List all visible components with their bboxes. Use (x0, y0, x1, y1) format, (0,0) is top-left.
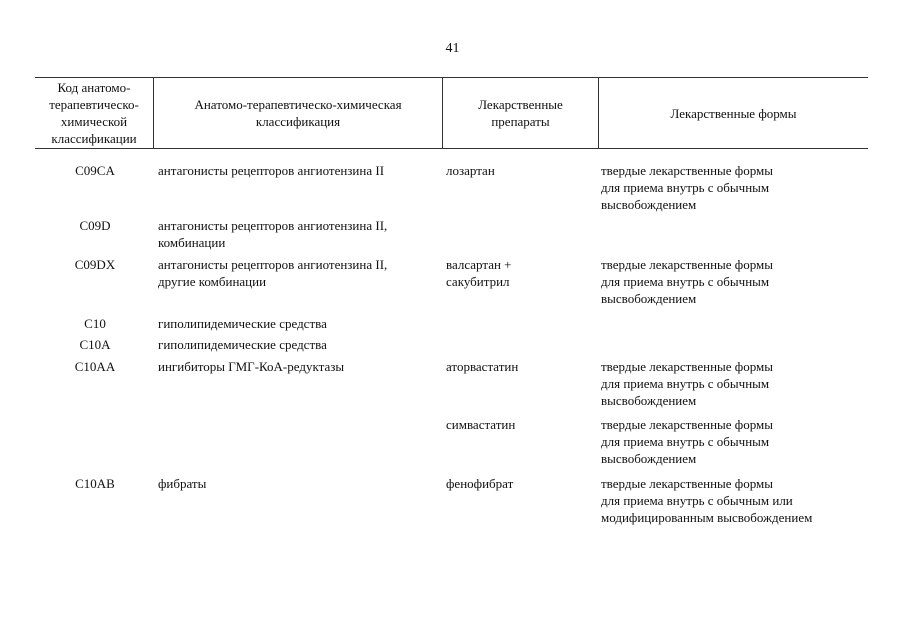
row-drug: симвастатин (446, 417, 516, 432)
row-code: C09CA (75, 163, 115, 178)
row-code: C10 (84, 316, 106, 331)
row-form: твердые лекарственные формы для приема внутрь с обычным высвобождением (601, 257, 773, 306)
row-drug: аторвастатин (446, 359, 519, 374)
row-form: твердые лекарственные формы для приема внутрь с обычным высвобождением (601, 359, 773, 408)
row-code: C09DX (74, 257, 116, 272)
row-drug: фенофибрат (446, 476, 514, 491)
row-form: твердые лекарственные формы для приема внутрь с обычным высвобождением (601, 417, 773, 466)
header-code: Код анатомо- терапевтическо- химической классификации (49, 80, 139, 146)
row-classification: ингибиторы ГМГ-КоА-редуктазы (158, 359, 345, 374)
row-code: C10AB (75, 476, 115, 491)
row-drug: лозартан (446, 163, 495, 178)
header-drugs: Лекарственные препараты (478, 97, 563, 129)
header-forms: Лекарственные формы (670, 105, 797, 121)
row-classification: антагонисты рецепторов ангиотензина II, другие комбинации (158, 257, 388, 289)
row-classification: антагонисты рецепторов ангиотензина II (158, 163, 385, 178)
table-header-bottom-rule (35, 148, 868, 149)
header-classification: Анатомо-терапевтическо-химическая классификация (194, 97, 402, 129)
row-code: C09D (79, 218, 111, 233)
page-number: 41 (445, 41, 460, 56)
row-drug: валсартан + сакубитрил (446, 257, 512, 289)
row-code: C10AA (74, 359, 116, 374)
row-form: твердые лекарственные формы для приема внутрь с обычным высвобождением (601, 163, 773, 212)
row-code: C10A (79, 337, 111, 352)
row-classification: фибраты (158, 476, 207, 491)
row-form: твердые лекарственные формы для приема внутрь с обычным или модифицированным высвобождением (601, 476, 813, 525)
row-classification: гиполипидемические средства (158, 337, 327, 352)
row-classification: гиполипидемические средства (158, 316, 327, 331)
row-classification: антагонисты рецепторов ангиотензина II, комбинации (158, 218, 388, 250)
